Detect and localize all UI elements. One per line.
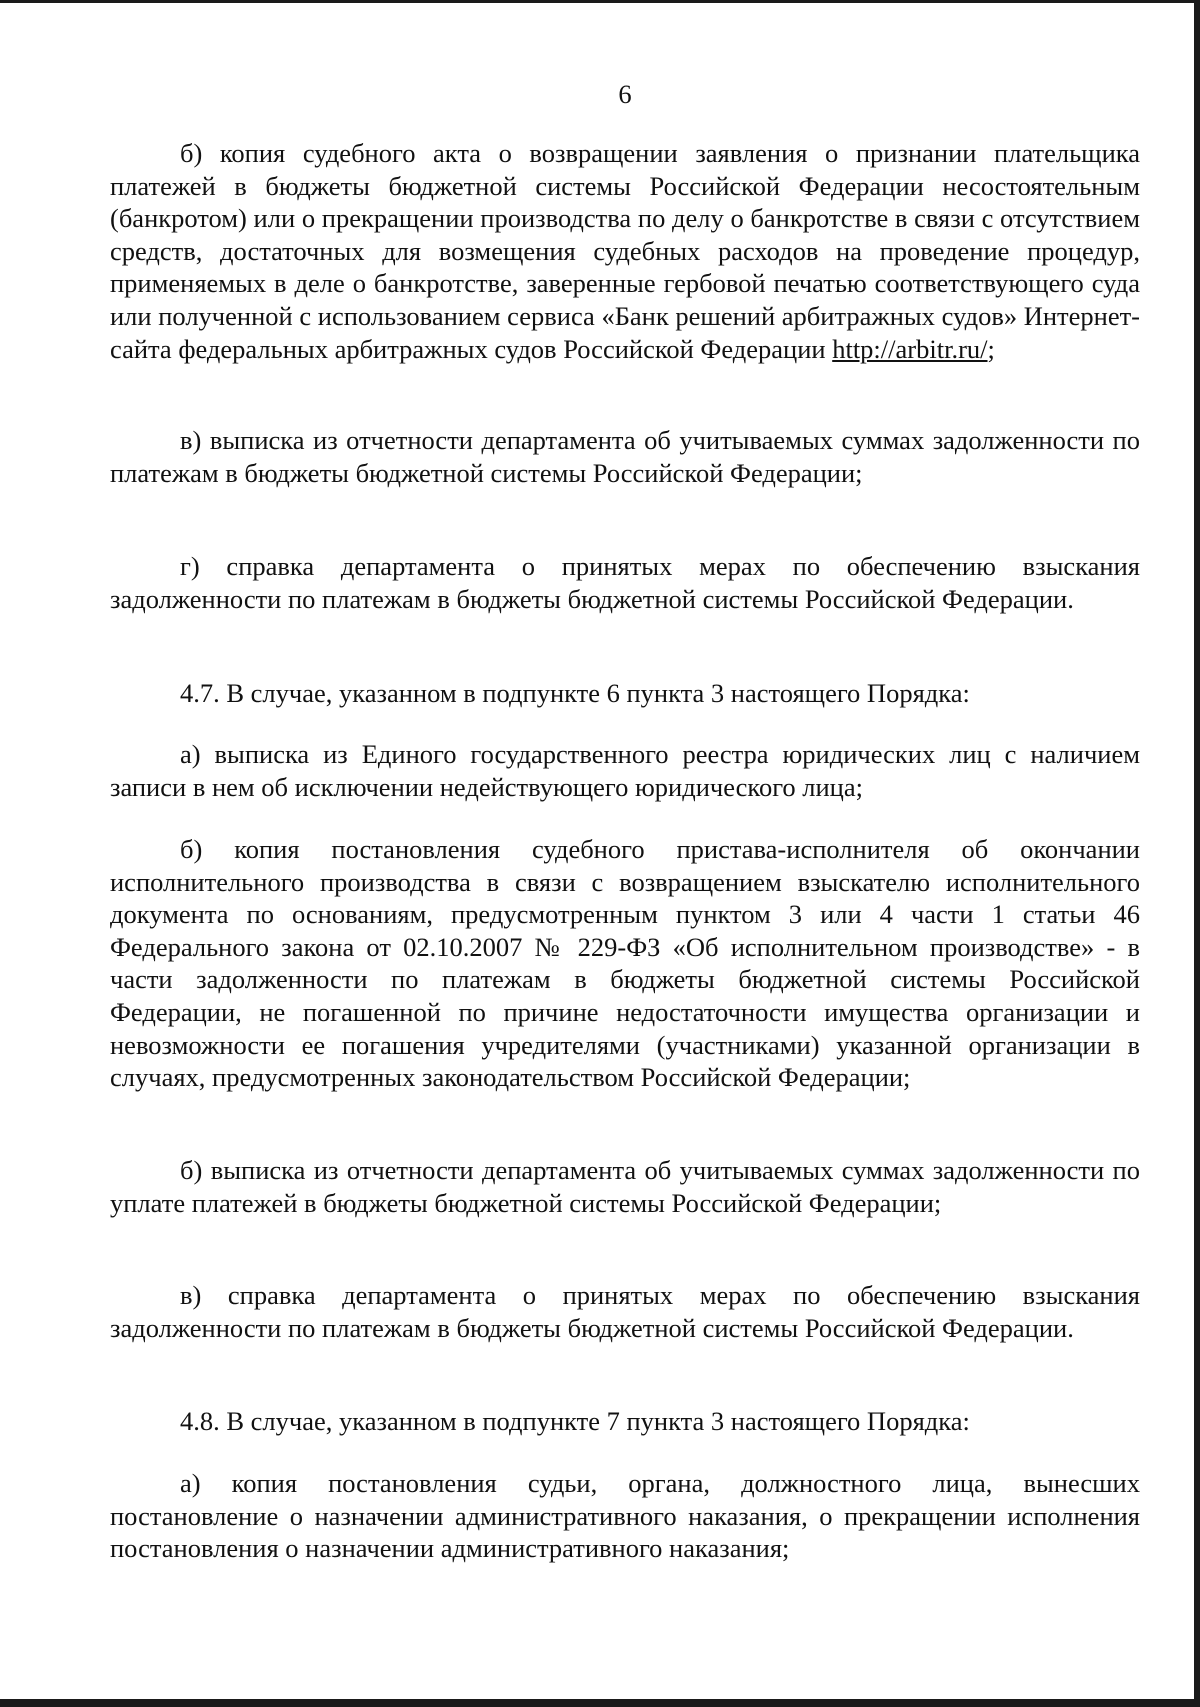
section-4-7-heading: 4.7. В случае, указанном в подпункте 6 пункта 3 настоящего Порядка: (180, 678, 970, 708)
page-number: 6 (618, 79, 632, 109)
paragraph-b-bailiff-decision: б) копия постановления судебного пристава-исполнителя об окончании исполнительного производства в связи с возвращением взыскателю исполнительного документа по основаниям, предусмотренным пунктом 3 или 4 части 1 статьи 46 Федерального закона от 02.10.2007 № 229-ФЗ «Об исполнительном производстве» - в части задолженности по платежам в бюджеты бюджетной системы Российской Федерации, не погашенной по причине недостаточности имущества организации и невозможности ее погашения учредителями (участниками) указанной организации в случаях, предусмотренных законодательством Российской Федерации; (110, 834, 1140, 1093)
paragraph-v-department-certificate: в) справка департамента о принятых мерах по обеспечению взыскания задолженности по платежам в бюджеты бюджетной системы Российской Федерации. (110, 1280, 1140, 1343)
paragraph-v-reporting-extract: в) выписка из отчетности департамента об учитываемых суммах задолженности по платежам в бюджеты бюджетной системы Российской Федерации; (110, 425, 1140, 488)
scan-edge-bottom (0, 1699, 1200, 1707)
paragraph-a-judge-decision-copy: а) копия постановления судьи, органа, должностного лица, вынесших постановление о назначении административного наказания, о прекращении исполнения постановления о назначении административного наказания; (110, 1468, 1140, 1564)
paragraph-g-department-certificate: г) справка департамента о принятых мерах по обеспечению взыскания задолженности по платежам в бюджеты бюджетной системы Российской Федерации. (110, 551, 1140, 614)
paragraph-b-court-act-copy (110, 137, 1140, 365)
scan-edge-top (0, 0, 1200, 3)
paragraph-b-reporting-extract: б) выписка из отчетности департамента об учитываемых суммах задолженности по уплате платежей в бюджеты бюджетной системы Российской Федерации; (110, 1155, 1140, 1218)
section-4-8-heading: 4.8. В случае, указанном в подпункте 7 пункта 3 настоящего Порядка: (180, 1406, 970, 1436)
paragraph-a-registry-extract: а) выписка из Единого государственного реестра юридических лиц с наличием записи в нем об исключении недействующего юридического лица; (110, 739, 1140, 802)
paragraph-text-end: ; (987, 333, 995, 364)
paragraph-text: б) копия судебного акта о возвращении заявления о признании плательщика платежей в бюджеты бюджетной системы Российской Федерации несостоятельным (банкротом) или о прекращении производства по делу о банкротстве в связи с отсутствием средств, достаточных для возмещения судебных расходов на проведение процедур, применяемых в деле о банкротстве, заверенные гербовой печатью соответствующего суда или полученной с использованием сервиса «Банк решений арбитражных судов» Интернет-сайта федеральных арбитражных судов Российской Федерации (110, 138, 1140, 364)
scan-edge-right (1194, 0, 1200, 1707)
arbitr-link[interactable]: http://arbitr.ru/ (832, 333, 988, 364)
